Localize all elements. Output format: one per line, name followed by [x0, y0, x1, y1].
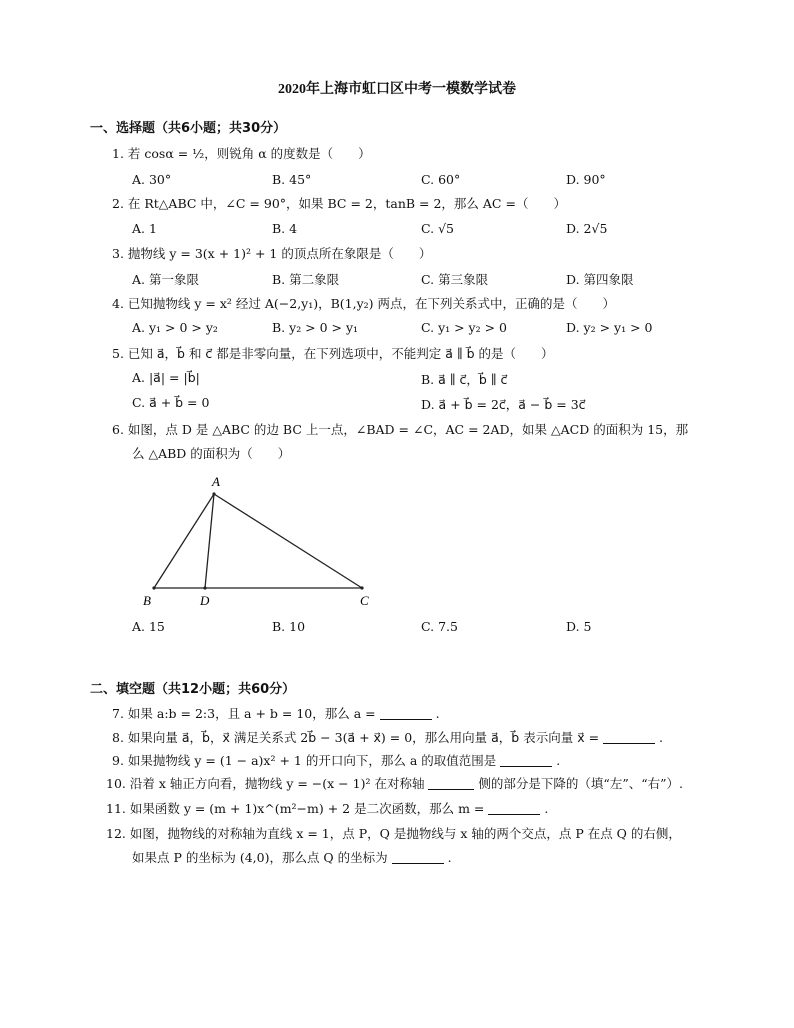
q7-text-end: .: [435, 706, 440, 721]
q12-answer-blank[interactable]: [392, 851, 444, 864]
section-heading-choice: 一、选择题（共6小题；共30分）: [90, 121, 287, 136]
q12-text: 如果点 P 的坐标为 (4,0)，那么点 Q 的坐标为: [132, 850, 388, 865]
q2-option-d: D. 2√5: [566, 221, 608, 236]
q6-option-c: C. 7.5: [421, 619, 458, 634]
question-7: [112, 706, 440, 722]
label-c: C: [360, 593, 369, 608]
q4-option-b: B. y₂ > 0 > y₁: [272, 320, 359, 335]
question-4: 4. 已知抛物线 y = x² 经过 A(−2,y₁)，B(1,y₂) 两点，在下列关系式中，正确的是（ ）: [112, 296, 616, 311]
q10-text: 10. 沿着 x 轴正方向看，抛物线 y = −(x − 1)² 在对称轴: [106, 776, 425, 791]
segment-ad: [205, 494, 214, 588]
q1-option-d: D. 90°: [566, 172, 606, 187]
q11-text: 11. 如果函数 y = (m + 1)x^(m²−m) + 2 是二次函数，那么 m =: [106, 801, 485, 816]
q1-option-c: C. 60°: [421, 172, 461, 187]
question-2: 2. 在 Rt△ABC 中，∠C = 90°，如果 BC = 2，tanB = 2，那么 AC =（ ）: [112, 196, 566, 211]
page-title: 2020年上海市虹口区中考一模数学试卷: [278, 82, 516, 97]
segment-ab: [154, 494, 214, 588]
label-a: A: [212, 474, 220, 489]
q10-answer-blank[interactable]: [428, 777, 474, 790]
question-10: [106, 776, 683, 792]
q4-option-a: A. y₁ > 0 > y₂: [132, 320, 218, 335]
segment-ac: [214, 494, 362, 588]
q9-text: 9. 如果抛物线 y = (1 − a)x² + 1 的开口向下，那么 a 的取值范围是: [112, 753, 497, 768]
q3-option-b: B. 第二象限: [272, 272, 340, 287]
question-12-line-2: [132, 850, 452, 866]
question-3: 3. 抛物线 y = 3(x + 1)² + 1 的顶点所在象限是（ ）: [112, 246, 432, 261]
q9-answer-blank[interactable]: [500, 754, 552, 767]
label-b: B: [143, 593, 151, 608]
q8-answer-blank[interactable]: [603, 731, 655, 744]
q1-option-b: B. 45°: [272, 172, 312, 187]
q2-option-a: A. 1: [132, 221, 157, 236]
q9-text-end: .: [556, 753, 561, 768]
q8-text: 8. 如果向量 a⃗，b⃗，x⃗ 满足关系式 2b⃗ − 3(a⃗ + x⃗) = 0，那么用向量 a⃗，b⃗ 表示向量 x⃗ =: [112, 730, 600, 745]
q11-answer-blank[interactable]: [488, 802, 540, 815]
q7-text: 7. 如果 a:b = 2:3，且 a + b = 10，那么 a =: [112, 706, 376, 721]
q6-option-d: D. 5: [566, 619, 592, 634]
q6-option-a: A. 15: [132, 619, 165, 634]
q2-option-b: B. 4: [272, 221, 298, 236]
question-5: 5. 已知 a⃗，b⃗ 和 c⃗ 都是非零向量，在下列选项中，不能判定 a⃗ ∥ b⃗ 的是（ ）: [112, 346, 554, 361]
q4-option-d: D. y₂ > y₁ > 0: [566, 320, 653, 335]
q4-option-c: C. y₁ > y₂ > 0: [421, 320, 508, 335]
q3-option-c: C. 第三象限: [421, 272, 489, 287]
question-9: [112, 753, 560, 769]
q3-option-d: D. 第四象限: [566, 272, 634, 287]
question-6-line-1: 6. 如图，点 D 是 △ABC 的边 BC 上一点，∠BAD = ∠C，AC = 2AD，如果 △ACD 的面积为 15，那: [112, 422, 689, 437]
q2-option-c: C. √5: [421, 221, 454, 236]
question-8: [112, 730, 663, 746]
q5-option-a: A. |a⃗| = |b⃗|: [132, 370, 200, 385]
question-12-line-1: 12. 如图，抛物线的对称轴为直线 x = 1，点 P，Q 是抛物线与 x 轴的两个交点，点 P 在点 Q 的右侧，: [106, 826, 681, 841]
q6-option-b: B. 10: [272, 619, 306, 634]
triangle-figure: [140, 470, 390, 610]
q12-text-end: .: [447, 850, 452, 865]
question-11: [106, 801, 548, 817]
q5-option-d: D. a⃗ + b⃗ = 2c⃗，a⃗ − b⃗ = 3c⃗: [421, 397, 586, 412]
section-heading-fill: 二、填空题（共12小题；共60分）: [90, 682, 296, 697]
q5-option-c: C. a⃗ + b⃗ = 0: [132, 395, 210, 410]
q10-text-end: 侧的部分是下降的（填“左”、“右”）.: [478, 776, 683, 791]
q7-answer-blank[interactable]: [380, 707, 432, 720]
q5-option-b: B. a⃗ ∥ c⃗，b⃗ ∥ c⃗: [421, 372, 508, 387]
q3-option-a: A. 第一象限: [132, 272, 199, 287]
question-1: 1. 若 cosα = ½，则锐角 α 的度数是（ ）: [112, 146, 371, 161]
label-d: D: [200, 593, 210, 608]
question-6-line-2: 么 △ABD 的面积为（ ）: [132, 446, 291, 461]
q8-text-end: .: [659, 730, 663, 745]
q11-text-end: .: [544, 801, 549, 816]
q1-option-a: A. 30°: [132, 172, 172, 187]
